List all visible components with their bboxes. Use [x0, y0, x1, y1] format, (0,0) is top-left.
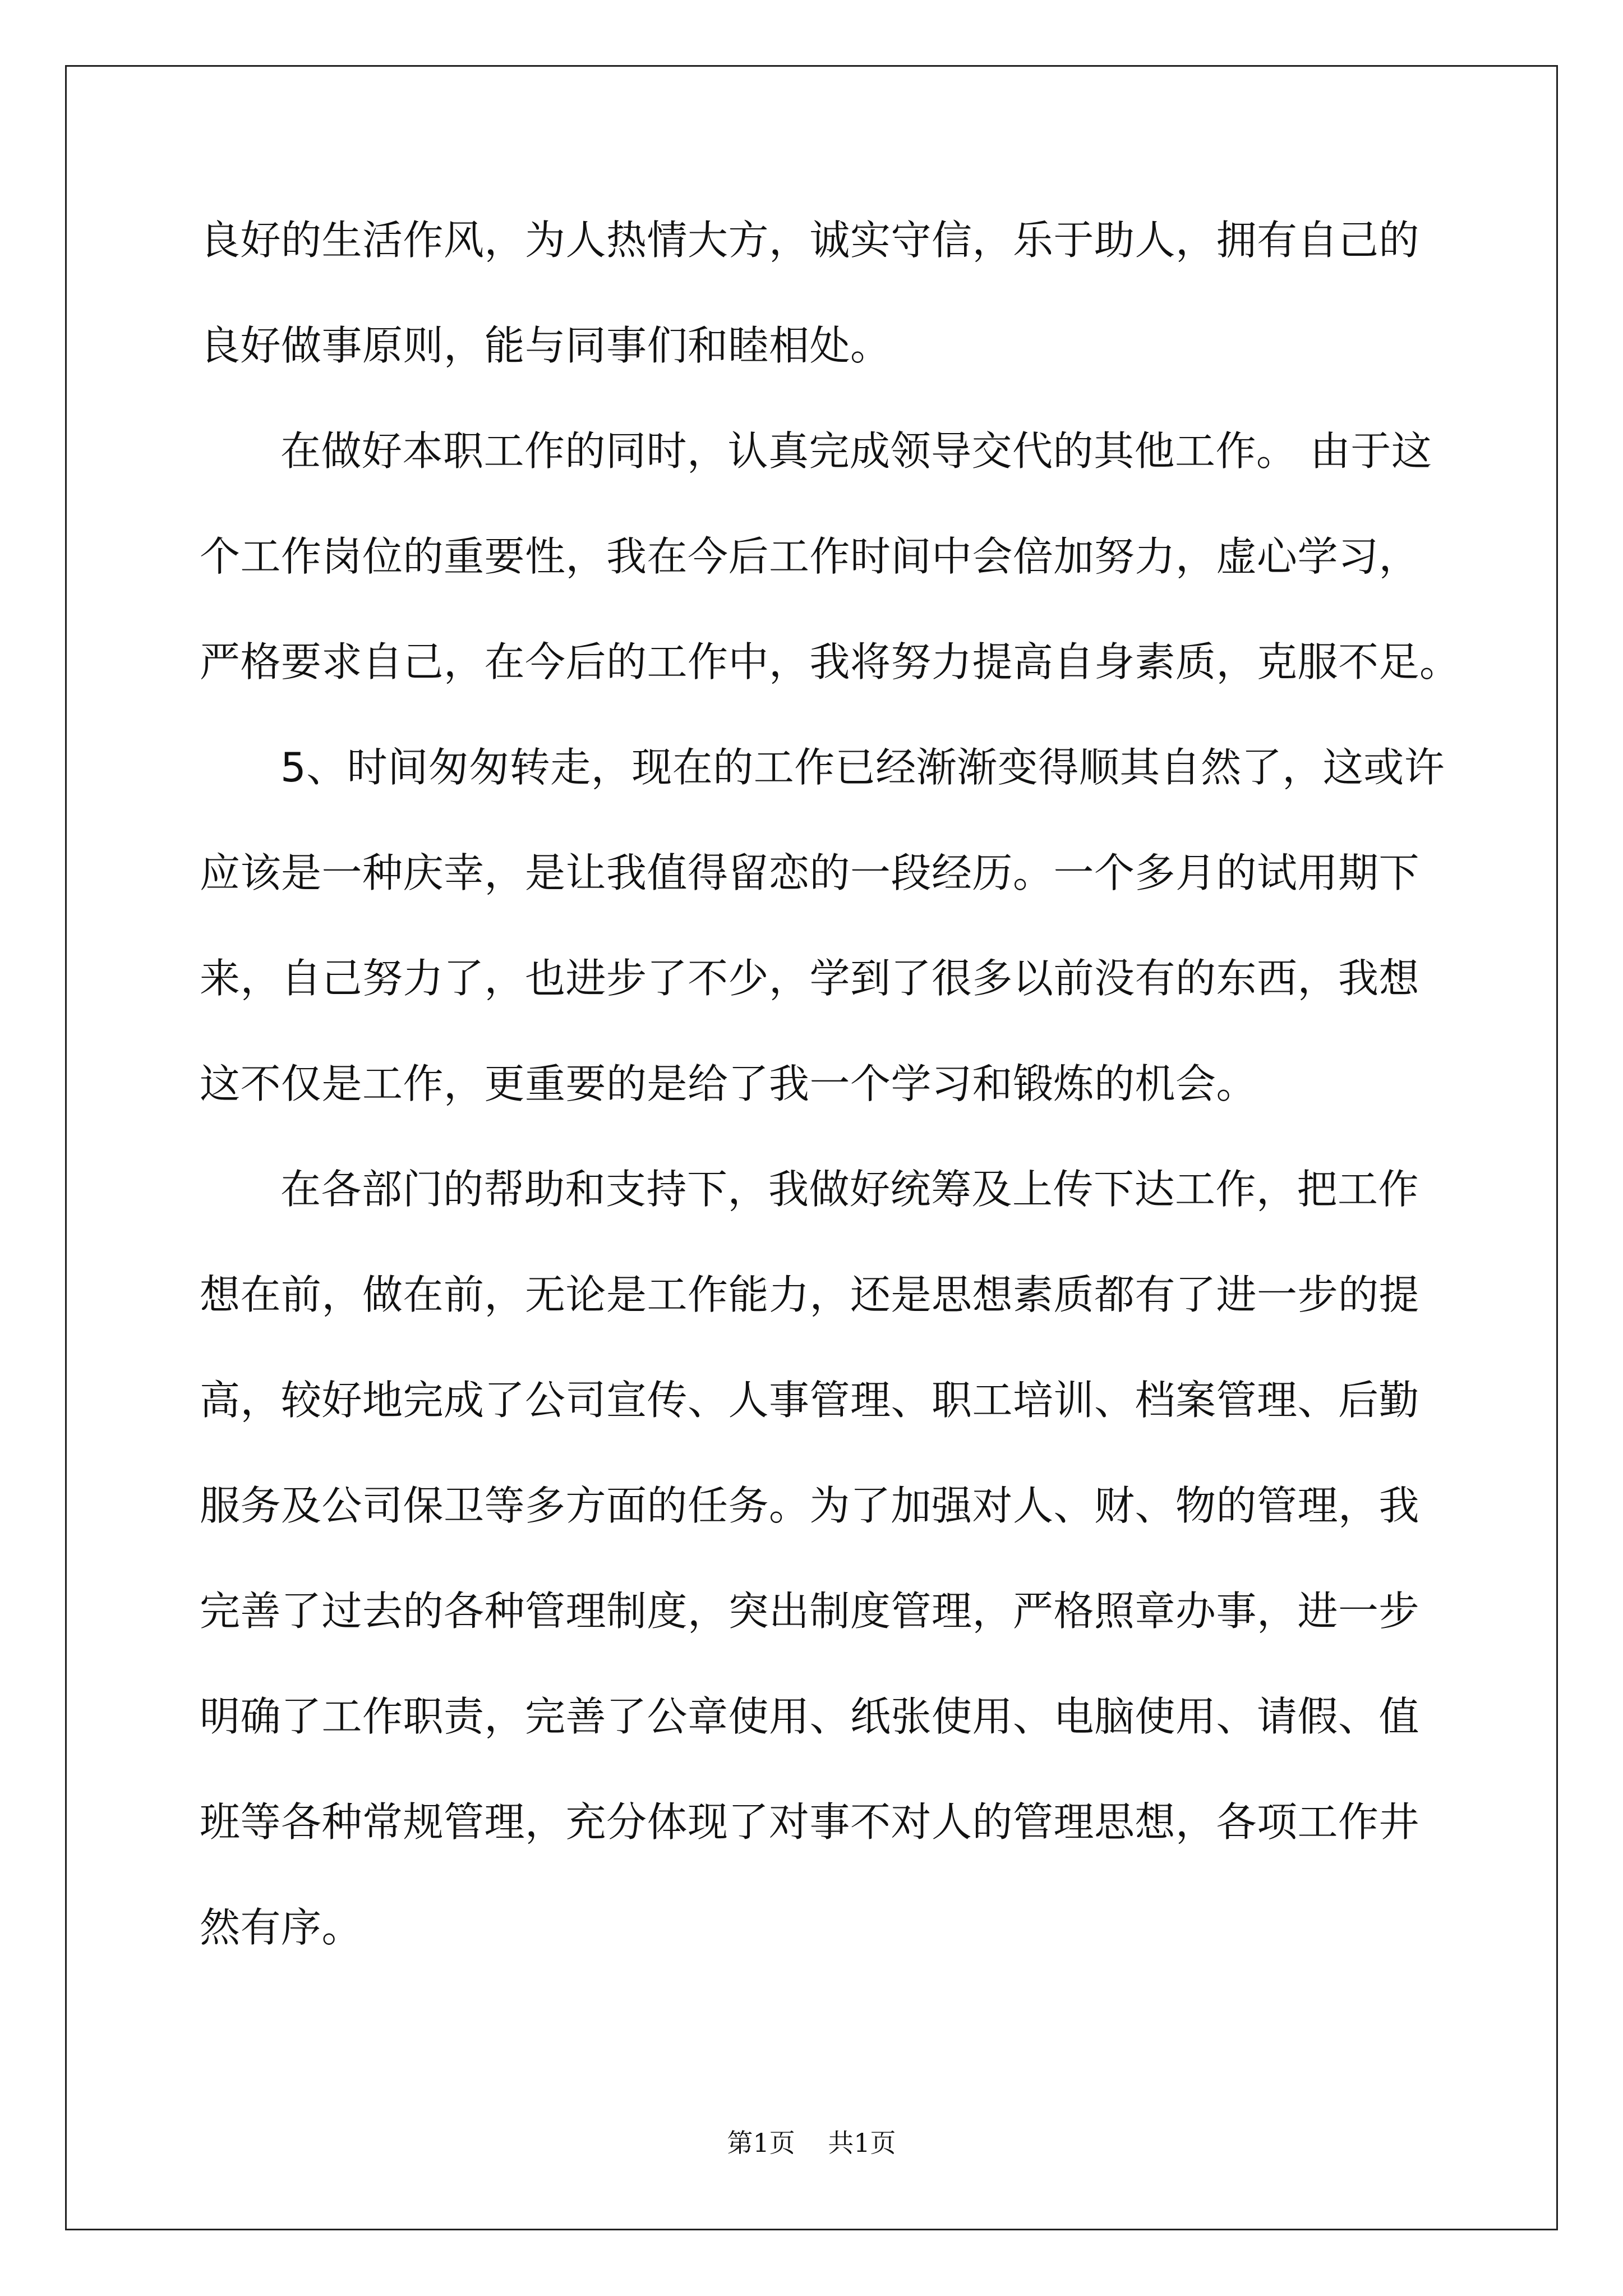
page-total: 共1页: [828, 2128, 896, 2158]
page-footer: [0, 2126, 1623, 2160]
text-line: 来，自己努力了，也进步了不少，学到了很多以前没有的东西，我想: [200, 955, 1420, 1002]
paragraph-first-line: 5、时间匆匆转走，现在的工作已经渐渐变得顺其自然了，这或许: [280, 744, 1445, 791]
paragraph-first-line: 在做好本职工作的同时，认真完成领导交代的其他工作。 由于这: [280, 427, 1432, 475]
paragraph-first-line: 在各部门的帮助和支持下，我做好统筹及上传下达工作，把工作: [280, 1166, 1419, 1213]
text-line: 想在前，做在前，无论是工作能力，还是思想素质都有了进一步的提: [200, 1271, 1420, 1318]
text-line: 应该是一种庆幸，是让我值得留恋的一段经历。一个多月的试用期下: [200, 849, 1420, 896]
text-line: 明确了工作职责，完善了公章使用、纸张使用、电脑使用、请假、值: [200, 1693, 1420, 1740]
text-line: 这不仅是工作，更重要的是给了我一个学习和锻炼的机会。: [200, 1060, 1257, 1107]
text-line: 然有序。: [200, 1904, 363, 1951]
text-line: 良好的生活作风，为人热情大方，诚实守信，乐于助人，拥有自己的: [200, 217, 1420, 264]
page-number: 第1页: [727, 2128, 795, 2158]
text-line: 完善了过去的各种管理制度，突出制度管理，严格照章办事，进一步: [200, 1588, 1420, 1635]
text-line: 良好做事原则，能与同事们和睦相处。: [200, 322, 891, 369]
text-line: 个工作岗位的重要性，我在今后工作时间中会倍加努力，虚心学习，: [200, 533, 1420, 580]
text-line: 严格要求自己，在今后的工作中，我将努力提高自身素质，克服不足。: [200, 638, 1460, 685]
text-line: 服务及公司保卫等多方面的任务。为了加强对人、财、物的管理，我: [200, 1482, 1420, 1529]
text-line: 班等各种常规管理，充分体现了对事不对人的管理思想，各项工作井: [200, 1798, 1420, 1846]
text-line: 高，较好地完成了公司宣传、人事管理、职工培训、档案管理、后勤: [200, 1377, 1420, 1424]
